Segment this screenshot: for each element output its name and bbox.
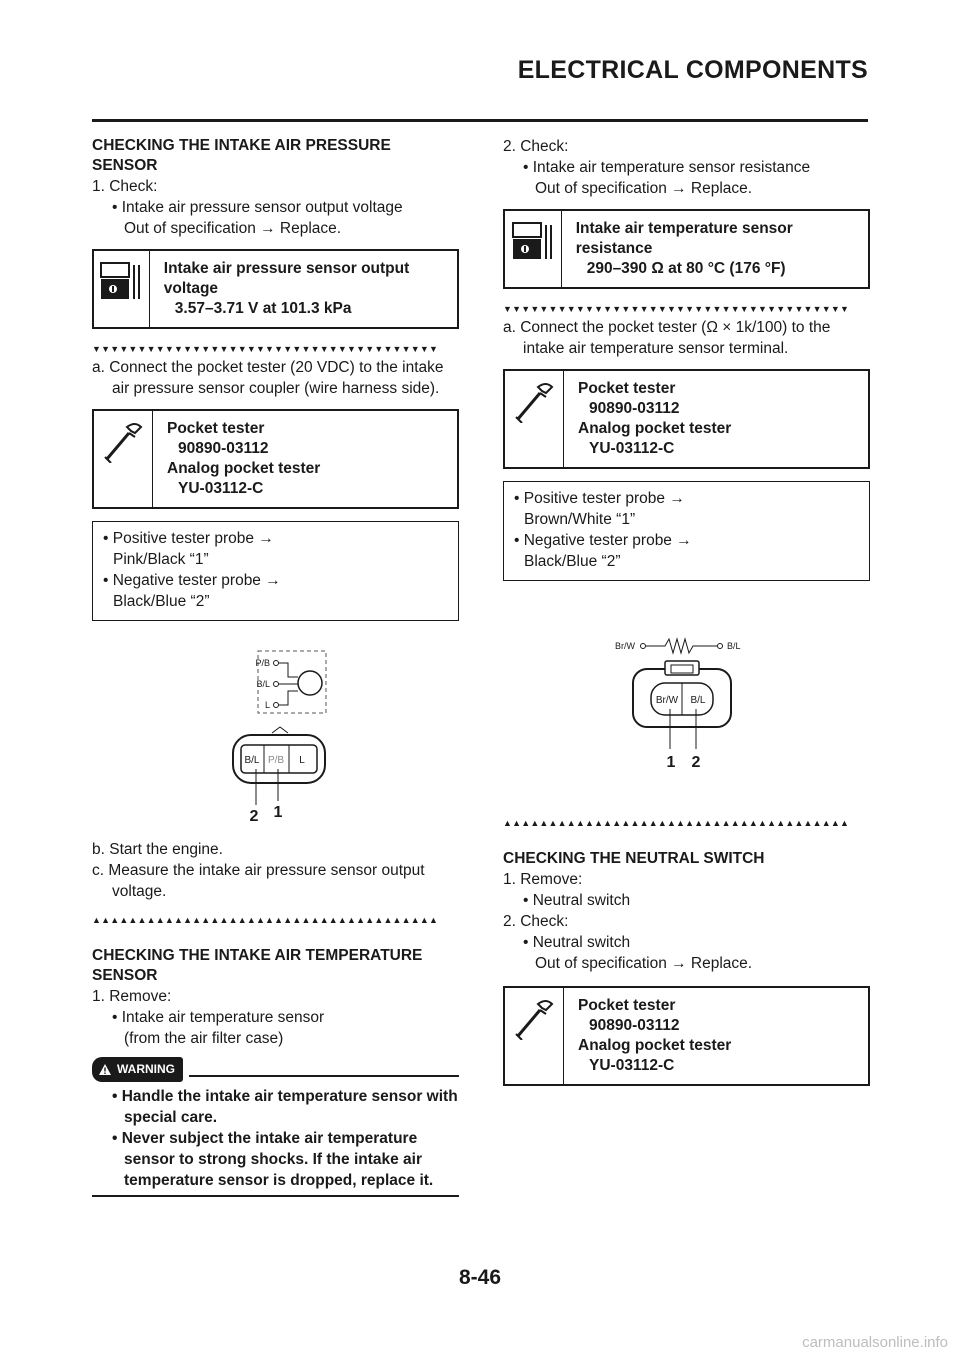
- step-check: 1. Check:: [92, 178, 158, 195]
- warning-rule: [189, 1075, 459, 1077]
- tool-number: 90890-03112: [589, 1017, 680, 1034]
- probe-negative-wire: Black/Blue “2”: [113, 593, 210, 610]
- tool-box-pocket-tester: [503, 369, 870, 469]
- page-number: 8-46: [458, 1266, 502, 1289]
- callout-1: 1: [666, 754, 676, 771]
- tool-name: Pocket tester: [167, 420, 265, 437]
- section-title-intake-air-pressure: CHECKING THE INTAKE AIR PRESSURE SENSOR: [92, 137, 391, 174]
- step-remove: 1. Remove:: [92, 988, 172, 1005]
- pin-label-bl: B/L: [256, 679, 270, 689]
- right-column: [503, 136, 870, 1086]
- procedure-end-marker: ▲▲▲▲▲▲▲▲▲▲▲▲▲▲▲▲▲▲▲▲▲▲▲▲▲▲▲▲▲▲▲▲▲▲▲▲▲▲: [92, 915, 439, 925]
- section-title-intake-air-temp: CHECKING THE INTAKE AIR TEMPERATURE SENSOR: [92, 947, 423, 984]
- bullet-out-of-spec-3: Out of specification → Replace.: [535, 955, 753, 972]
- tool-name-analog: Analog pocket tester: [578, 420, 732, 437]
- procedure-start-marker: ▼▼▼▼▼▼▼▼▼▼▼▼▼▼▼▼▼▼▼▼▼▼▼▼▼▼▼▼▼▼▼▼▼▼▼▼▼▼: [92, 344, 439, 354]
- callout-2: 2: [691, 754, 701, 771]
- warning-triangle-icon: [98, 1063, 112, 1076]
- left-column: [92, 136, 459, 1197]
- tool-name-analog: Analog pocket tester: [167, 460, 321, 477]
- spec-value: 290–390 Ω at 80 °C (176 °F): [586, 260, 786, 277]
- probe-positive-wire: Pink/Black “1”: [113, 551, 209, 568]
- probe-note-box: [92, 521, 459, 621]
- pressure-sensor-coupler-diagram: [228, 647, 338, 827]
- spec-title: Intake air temperature sensor resistance: [575, 220, 793, 257]
- warning-item-handle: • Handle the intake air temperature sensor with special care.: [112, 1088, 458, 1126]
- page-header-title: ELECTRICAL COMPONENTS: [517, 56, 868, 84]
- tester-tool-icon: [505, 988, 564, 1084]
- bullet-temp-sensor: • Intake air temperature sensor: [112, 1009, 325, 1026]
- step-a-connect-resistance: a. Connect the pocket tester (Ω × 1k/100) to the intake air temperature sensor terminal.: [503, 319, 831, 357]
- tool-name: Pocket tester: [578, 997, 676, 1014]
- step-a-connect: a. Connect the pocket tester (20 VDC) to the intake air pressure sensor coupler (wire harness side).: [92, 359, 444, 397]
- bullet-out-of-spec-2: Out of specification → Replace.: [535, 180, 753, 197]
- tester-tool-icon: [505, 371, 564, 467]
- probe-positive-wire: Brown/White “1”: [524, 511, 636, 528]
- probe-positive: • Positive tester probe →: [103, 530, 274, 547]
- callout-1: 1: [273, 804, 283, 821]
- warning-badge: [92, 1057, 183, 1082]
- tool-number-us: YU-03112-C: [589, 1057, 675, 1074]
- bullet-neutral-switch: • Neutral switch: [523, 892, 631, 909]
- tool-number-us: YU-03112-C: [589, 440, 675, 457]
- spec-box-resistance: [503, 209, 870, 289]
- probe-positive: • Positive tester probe →: [514, 490, 685, 507]
- procedure-start-marker: ▼▼▼▼▼▼▼▼▼▼▼▼▼▼▼▼▼▼▼▼▼▼▼▼▼▼▼▼▼▼▼▼▼▼▼▼▼▼: [503, 304, 850, 314]
- tool-number: 90890-03112: [589, 400, 680, 417]
- probe-negative: • Negative tester probe →: [103, 572, 281, 589]
- warning-label: WARNING: [117, 1062, 175, 1076]
- spec-title: Intake air pressure sensor output voltage: [163, 260, 410, 297]
- header-rule: [92, 119, 868, 122]
- warning-end-rule: [92, 1195, 459, 1197]
- coupler-pin-pb: P/B: [267, 755, 285, 766]
- meter-icon: [505, 211, 562, 287]
- watermark: carmanualsonline.info: [802, 1334, 948, 1351]
- coupler-pin-brw: Br/W: [655, 695, 679, 706]
- resistor-label-bl: B/L: [727, 641, 741, 651]
- warning-item-shocks: • Never subject the intake air temperature sensor to strong shocks. If the intake air temperature sensor is dropped, replace it.: [112, 1130, 434, 1189]
- tool-name: Pocket tester: [578, 380, 676, 397]
- meter-icon: [94, 251, 150, 327]
- probe-note-box: [503, 481, 870, 581]
- probe-negative-wire: Black/Blue “2”: [524, 553, 621, 570]
- tool-number-us: YU-03112-C: [178, 480, 264, 497]
- tester-tool-icon: [94, 411, 153, 507]
- coupler-pin-bl: B/L: [690, 695, 706, 706]
- step-check-2: 2. Check:: [503, 138, 569, 155]
- spec-box-output-voltage: [92, 249, 459, 329]
- callout-2: 2: [249, 808, 259, 825]
- coupler-pin-bl: B/L: [244, 755, 260, 766]
- bullet-neutral-switch-check: • Neutral switch: [523, 934, 631, 951]
- step-b-start: b. Start the engine.: [92, 841, 223, 858]
- step-c-measure: c. Measure the intake air pressure sensor output voltage.: [92, 862, 425, 900]
- bullet-out-of-spec: Out of specification → Replace.: [124, 220, 342, 237]
- coupler-pin-l: L: [299, 755, 305, 766]
- procedure-end-marker: ▲▲▲▲▲▲▲▲▲▲▲▲▲▲▲▲▲▲▲▲▲▲▲▲▲▲▲▲▲▲▲▲▲▲▲▲▲▲: [503, 818, 850, 828]
- step-check-neutral: 2. Check:: [503, 913, 569, 930]
- pin-label-pb: P/B: [255, 658, 270, 668]
- bullet-output-voltage: • Intake air pressure sensor output voltage: [112, 199, 403, 216]
- tool-name-analog: Analog pocket tester: [578, 1037, 732, 1054]
- spec-value: 3.57–3.71 V at 101.3 kPa: [174, 300, 352, 317]
- bullet-temp-resistance: • Intake air temperature sensor resistance: [523, 159, 811, 176]
- tool-box-pocket-tester-neutral: [503, 986, 870, 1086]
- bullet-from-filter-case: (from the air filter case): [124, 1030, 284, 1047]
- section-title-neutral-switch: CHECKING THE NEUTRAL SWITCH: [503, 850, 765, 867]
- pin-label-l: L: [264, 700, 270, 710]
- temp-sensor-diagram: [603, 631, 763, 781]
- tool-box-pocket-tester: [92, 409, 459, 509]
- step-remove-neutral: 1. Remove:: [503, 871, 583, 888]
- tool-number: 90890-03112: [178, 440, 269, 457]
- resistor-label-brw: Br/W: [615, 641, 635, 651]
- probe-negative: • Negative tester probe →: [514, 532, 692, 549]
- warning-header: [92, 1057, 459, 1082]
